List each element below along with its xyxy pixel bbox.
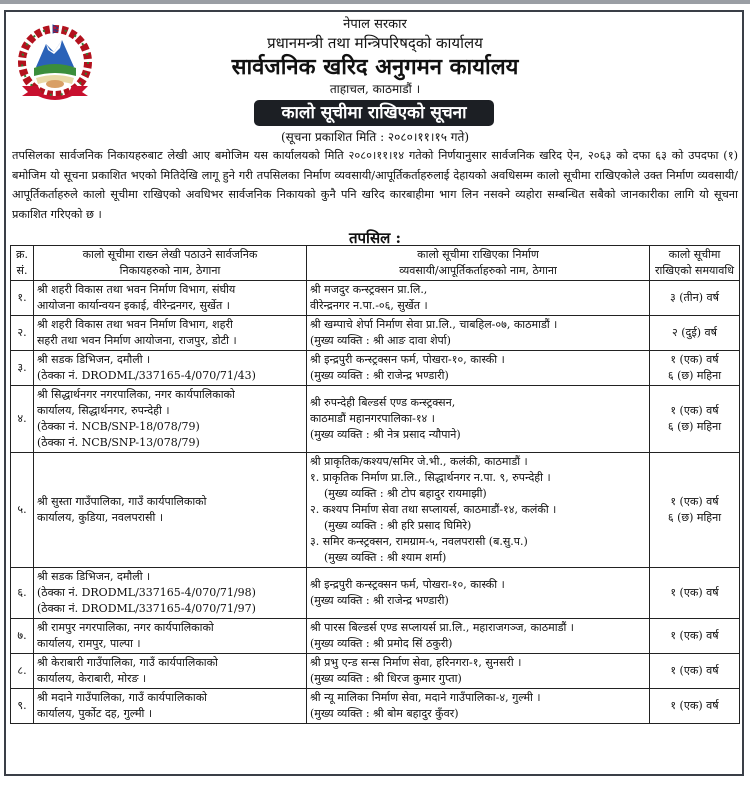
published-date: (सूचना प्रकाशित मिति : २०८०।११।१५ गते) — [280, 130, 470, 144]
row-public-entity-line: (ठेक्का नं. DRODML/337165-4/070/71/43) — [37, 369, 256, 382]
government-name: नेपाल सरकार — [343, 17, 407, 32]
row-period — [650, 386, 740, 453]
row-contractor — [307, 351, 650, 386]
table-row — [11, 689, 740, 724]
row-public-entity-line: कार्यालय, कुडिया, नवलपरासी । — [37, 511, 163, 524]
row-period-line: १ (एक) वर्ष — [670, 353, 719, 366]
row-public-entity — [34, 689, 307, 724]
row-period — [650, 281, 740, 316]
row-contractor — [307, 453, 650, 568]
row-public-entity-line: (ठेक्का नं. DRODML/337165-4/070/71/98) — [37, 586, 256, 599]
row-public-entity-line: कार्यालय, पुर्कोट दह, गुल्मी । — [37, 707, 153, 720]
row-contractor-line: (मुख्य व्यक्ति : श्री टोप बहादुर रायमाझी) — [324, 487, 487, 500]
row-public-entity-line: श्री मदाने गाउँपालिका, गाउँ कार्यपालिकाको — [37, 691, 208, 704]
row-contractor-line: (मुख्य व्यक्ति : श्री बोम बहादुर कुँवर) — [310, 707, 459, 720]
row-period — [650, 568, 740, 619]
row-public-entity-line: (ठेक्का नं. NCB/SNP-18/078/79) — [37, 420, 200, 433]
office-name: सार्वजनिक खरिद अनुगमन कार्यालय — [231, 54, 519, 80]
table-row — [11, 281, 740, 316]
row-public-entity-line: श्री शहरी विकास तथा भवन निर्माण विभाग, शहरी — [37, 318, 233, 331]
row-contractor-line: श्री प्रभु एन्ड सन्स निर्माण सेवा, हरिनगरा-१, सुनसरी । — [310, 656, 522, 669]
row-contractor — [307, 689, 650, 724]
row-public-entity-line: श्री सुस्ता गाउँपालिका, गाउँ कार्यपालिकाको — [37, 495, 207, 508]
row-contractor-line: श्री रुपन्देही बिल्डर्स एण्ड कन्स्ट्रक्सन, — [310, 396, 456, 409]
row-period-line: १ (एक) वर्ष — [670, 404, 719, 417]
row-public-entity — [34, 386, 307, 453]
row-period-line: १ (एक) वर्ष — [670, 495, 719, 508]
row-serial: ८. — [11, 654, 34, 689]
row-public-entity-line: श्री सिद्धार्थनगर नगरपालिका, नगर कार्यपालिकाको — [37, 388, 235, 401]
row-contractor-line: (मुख्य व्यक्ति : श्री राजेन्द्र भण्डारी) — [310, 594, 449, 607]
row-public-entity — [34, 619, 307, 654]
row-contractor-line: श्री मजदुर कन्स्ट्रक्सन प्रा.लि., — [310, 283, 428, 296]
row-period-line: ६ (छ) महिना — [667, 420, 722, 433]
row-serial: ५. — [11, 453, 34, 568]
row-public-entity-line: कार्यालय, सिद्धार्थनगर, रुपन्देही । — [37, 404, 170, 417]
row-period — [650, 654, 740, 689]
table-row — [11, 654, 740, 689]
row-public-entity — [34, 568, 307, 619]
row-serial: ४. — [11, 386, 34, 453]
row-period — [650, 316, 740, 351]
row-serial: १. — [11, 281, 34, 316]
row-period-line: २ (दुई) वर्ष — [671, 326, 717, 339]
row-contractor-line: श्री इन्द्रपुरी कन्स्ट्रक्सन फर्म, पोखरा-१०, कास्की । — [310, 353, 505, 366]
row-period-line: १ (एक) वर्ष — [670, 664, 719, 677]
row-contractor-line: (मुख्य व्यक्ति : श्री धिरज कुमार गुप्ता) — [310, 672, 462, 685]
table-row — [11, 351, 740, 386]
table-row — [11, 386, 740, 453]
row-contractor-line: २. कश्यप निर्माण सेवा तथा सप्लायर्स, काठमाडौं-१४, कलंकी । — [310, 503, 557, 516]
row-contractor-line: (मुख्य व्यक्ति : श्री प्रमोद सिं ठकुरी) — [310, 637, 453, 650]
row-public-entity-line: श्री सडक डिभिजन, दमौली । — [37, 570, 151, 583]
row-period-line: १ (एक) वर्ष — [670, 629, 719, 642]
table-row — [11, 619, 740, 654]
row-public-entity-line: श्री केराबारी गाउँपालिका, गाउँ कार्यपालिकाको — [37, 656, 218, 669]
row-period — [650, 689, 740, 724]
table-row — [11, 316, 740, 351]
row-period-line: ६ (छ) महिना — [667, 369, 722, 382]
row-contractor-line: (मुख्य व्यक्ति : श्री नेत्र प्रसाद न्यौपाने) — [310, 428, 461, 441]
row-contractor-line: श्री पारस बिल्डर्स एण्ड सप्लायर्स प्रा.लि., महाराजगञ्ज, काठमाडौं । — [310, 621, 574, 634]
row-public-entity-line: श्री रामपुर नगरपालिका, नगर कार्यपालिकाको — [37, 621, 214, 634]
row-serial: ७. — [11, 619, 34, 654]
row-public-entity — [34, 654, 307, 689]
row-serial: ३. — [11, 351, 34, 386]
row-contractor — [307, 281, 650, 316]
header-period: कालो सूचीमा राखिएको समयावधि — [650, 246, 740, 281]
row-contractor-line: (मुख्य व्यक्ति : श्री श्याम शर्मा) — [324, 551, 447, 564]
row-contractor — [307, 386, 650, 453]
notice-title: कालो सूचीमा राखिएको सूचना — [254, 100, 494, 126]
row-contractor — [307, 654, 650, 689]
row-contractor — [307, 619, 650, 654]
row-public-entity-line: श्री शहरी विकास तथा भवन निर्माण विभाग, संघीय — [37, 283, 236, 296]
row-public-entity-line: आयोजना कार्यान्वयन इकाई, वीरेन्द्रनगर, सुर्खेत । — [37, 299, 230, 312]
table-body — [11, 281, 740, 724]
row-public-entity-line: कार्यालय, रामपुर, पाल्पा । — [37, 637, 141, 650]
row-period-line: ६ (छ) महिना — [667, 511, 722, 524]
row-serial: ९. — [11, 689, 34, 724]
row-contractor-line: श्री प्राकृतिक/कश्यप/समिर जे.भी., कलंकी, काठमाडौं । — [310, 455, 528, 468]
row-contractor-line: श्री न्यू मालिका निर्माण सेवा, मदाने गाउँपालिका-४, गुल्मी । — [310, 691, 541, 704]
row-public-entity — [34, 281, 307, 316]
notice-body: तपसिलका सार्वजनिक निकायहरुबाट लेखी आए बमोजिम यस कार्यालयको मिति २०८०।११।१४ गतेको निर्णयानुसार सार्वजनिक खरिद ऐन, २०६३ को दफा ६३ को उपदफा (१) बमोजिम यो सूचना प्रकाशित भएको मितिदेखि लागू हुने गरी तपसिलका निर्माण व्यवसायी/आपूर्तिकर्ताहरुलाई देहायको अवधिसम्म कालो सूचीमा राखिएकोले उक्त निर्माण व्यवसायी/आपूर्तिकर्ताहरुले कालो सूचीमा राखिएको अवधिभर सार्वजनिक निकायको कुनै पनि खरिद कारबाहीमा भाग लिन नसक्ने व्यहोरा सम्बन्धित सबैको जानकारीका लागि यो सूचना प्रकाशित गरिएको छ । — [12, 149, 738, 221]
row-contractor-line: १. प्राकृतिक निर्माण प्रा.लि., सिद्धार्थनगर न.पा. ९, रुपन्देही । — [310, 471, 551, 484]
header-sn: क्र. सं. — [11, 246, 34, 281]
schedule-label: तपसिल : — [348, 229, 402, 247]
row-public-entity — [34, 351, 307, 386]
header-contractor: कालो सूचीमा राखिएका निर्माण व्यवसायी/आपूर्तिकर्ताहरुको नाम, ठेगाना — [307, 246, 650, 281]
row-contractor-line: (मुख्य व्यक्ति : श्री राजेन्द्र भण्डारी) — [310, 369, 449, 382]
row-contractor-line: काठमाडौं महानगरपालिका-१४ । — [310, 412, 435, 425]
table-header-row — [11, 246, 740, 281]
row-contractor-line: श्री इन्द्रपुरी कन्स्ट्रक्सन फर्म, पोखरा-१०, कास्की । — [310, 578, 505, 591]
ministry-name: प्रधानमन्त्री तथा मन्त्रिपरिषद्को कार्यालय — [267, 34, 483, 52]
top-border — [0, 0, 750, 4]
row-contractor-line: (मुख्य व्यक्ति : श्री आङ दावा शेर्पा) — [310, 334, 451, 347]
table-row — [11, 453, 740, 568]
row-contractor-line: वीरेन्द्रनगर न.पा.-०६, सुर्खेत । — [310, 299, 428, 312]
row-public-entity — [34, 453, 307, 568]
row-period — [650, 619, 740, 654]
table-row — [11, 568, 740, 619]
row-public-entity — [34, 316, 307, 351]
row-period-line: ३ (तीन) वर्ष — [670, 291, 719, 304]
blacklist-table — [10, 245, 740, 724]
row-serial: २. — [11, 316, 34, 351]
row-contractor — [307, 568, 650, 619]
row-contractor-line: श्री खम्पाचे शेर्पा निर्माण सेवा प्रा.लि., चाबहिल-०७, काठमाडौं । — [310, 318, 558, 331]
office-address: ताहाचल, काठमाडौं । — [329, 82, 421, 96]
row-period-line: १ (एक) वर्ष — [670, 699, 719, 712]
row-contractor-line: ३. समिर कन्स्ट्रक्सन, रामग्राम-५, नवलपरासी (ब.सु.प.) — [310, 535, 528, 548]
row-public-entity-line: (ठेक्का नं. DRODML/337165-4/070/71/97) — [37, 602, 256, 615]
row-public-entity-line: कार्यालय, केराबारी, मोरङ । — [37, 672, 147, 685]
header-org: कालो सूचीमा राख्न लेखी पठाउने सार्वजनिक निकायहरुको नाम, ठेगाना — [34, 246, 307, 281]
row-contractor-line: (मुख्य व्यक्ति : श्री हरि प्रसाद घिमिरे) — [324, 519, 472, 532]
row-public-entity-line: (ठेक्का नं. NCB/SNP-13/078/79) — [37, 436, 200, 449]
row-serial: ६. — [11, 568, 34, 619]
row-public-entity-line: श्री सडक डिभिजन, दमौली । — [37, 353, 151, 366]
row-contractor — [307, 316, 650, 351]
row-period-line: १ (एक) वर्ष — [670, 586, 719, 599]
row-period — [650, 351, 740, 386]
row-period — [650, 453, 740, 568]
row-public-entity-line: सहरी तथा भवन निर्माण आयोजना, राजपुर, डोटी । — [37, 334, 237, 347]
